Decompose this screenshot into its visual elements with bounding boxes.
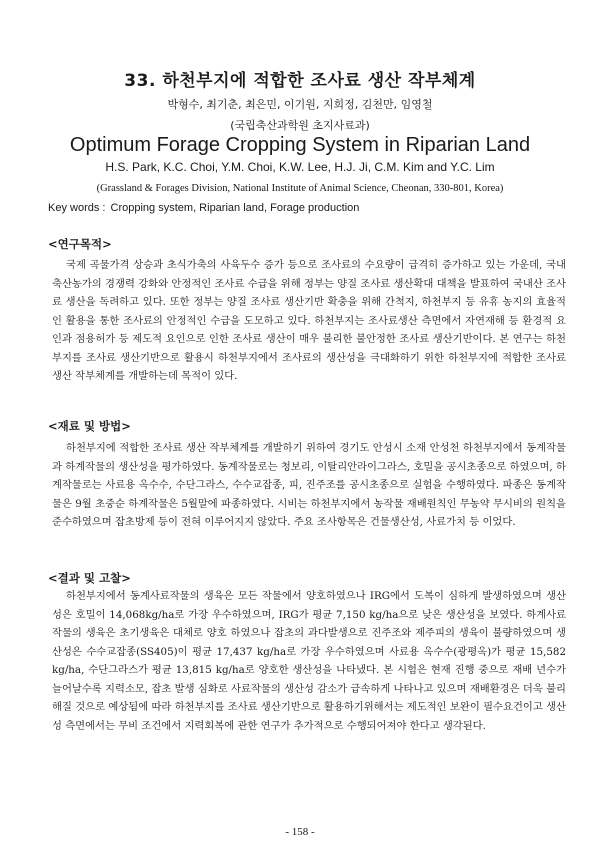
keywords-text: Cropping system, Riparian land, Forage production <box>110 202 360 214</box>
results-paragraph: 하천부지에서 동계사료작물의 생육은 모든 작물에서 양호하였으나 IRG에서 도복이 심하게 발생하였으며 생산성은 호밀이 14,068kg/ha로 가장 우수하였으며, IRG가 평균 7,150 kg/ha으로 낮은 생산성을 보였다. 하계사료작물의 생육은 초기생육은 대체로 양호 하였으나 잡초의 과다발생으로 진주조와 제주피의 생육이 불량하였으며 생산성은 수수교잡종(SS405)이 평균 17,437 kg/ha로 가장 우수하였으며 사료용 옥수수(광평옥)가 평균 15,582 kg/ha, 수단그라스가 평균 13,815 kg/ha로 양호한 생산성을 나타냈다. 본 시험은 현재 진행 중으로 재배 년수가 늘어날수록 지력소모, 잡초 발생 심화로 사료작물의 생산성 감소가 급속하게 나타나고 있으며 재배환경은 더욱 불리해질 것으로 예상됨에 따라 하천부지를 조사료 생산기반으로 활용하기위해서는 제도적인 보완이 필수요건이고 생산성 측면에서는 무비 조건에서 지력회복에 관한 연구가 추가적으로 수행되어져야 한다고 생각된다. <box>52 590 566 732</box>
keywords-label: Key words : <box>48 202 106 214</box>
korean-title: 33. 하천부지에 적합한 조사료 생산 작부체계 <box>124 71 476 91</box>
results-heading: <결과 및 고찰> <box>48 571 131 585</box>
english-authors: H.S. Park, K.C. Choi, Y.M. Choi, K.W. Lee, H.J. Ji, C.M. Kim and Y.C. Lim <box>105 160 495 174</box>
keywords <box>48 202 359 214</box>
methods-heading: <재료 및 방법> <box>48 419 131 433</box>
english-title: Optimum Forage Cropping System in Riparian Land <box>69 134 531 156</box>
page-number: - 158 - <box>285 826 315 838</box>
purpose-heading: <연구목적> <box>48 237 112 251</box>
methods-paragraph: 하천부지에 적합한 조사료 생산 작부체계를 개발하기 위하여 경기도 안성시 소재 안성천 하천부지에서 동계작물과 하계작물의 생산성을 평가하였다. 동계작물로는 청보리, 이탈리안라이그라스, 호밀을 공시초종으로 하였으며, 하계작물로는 사료용 옥수수, 수단그라스, 수수교잡종, 피, 진주조를 공시초종으로 실험을 수행하였다. 파종은 동계작물은 9월 초중순 하계작물은 5월말에 파종하였다. 시비는 하천부지에서 농작물 재배원칙인 무농약 무시비의 원칙을 준수하였으며 잡초방제 등이 전혀 이루어지지 않았다. 주요 조사항목은 건물생산성, 사료가치 등 이었다. <box>52 442 566 528</box>
purpose-paragraph: 국제 곡물가격 상승과 초식가축의 사육두수 증가 등으로 조사료의 수요량이 급격히 증가하고 있는 가운데, 국내 축산농가의 경쟁력 강화와 안정적인 조사료 수급을 위해 정부는 양질 조사료 생산확대 대책을 발표하여 국내산 조사료 생산을 독려하고 있다. 또한 정부는 양질 조사료 생산기반 확충을 위해 간척지, 하천부지 등 유휴 농지의 효율적인 활용을 통한 조사료의 안정적인 수급을 도모하고 있다. 하천부지는 조사료생산 측면에서 자연재해 등 환경적 요인과 점용허가 등 제도적 요인으로 인한 조사료 생산이 매우 불리한 불안정한 조사료 생산기반이다. 본 연구는 하천부지를 조사료 생산기반으로 활용시 하천부지에서 조사료의 생산성을 극대화하기 위한 하천부지에 적합한 조사료 생산 작부체계를 개발하는데 목적이 있다. <box>52 259 566 382</box>
korean-authors: 박형수, 최기춘, 최은민, 이기원, 지희정, 김천만, 임영철 <box>167 98 433 111</box>
korean-affiliation: (국립축산과학원 초지사료과) <box>230 119 370 132</box>
english-affiliation: (Grassland & Forages Division, National Institute of Animal Science, Cheonan, 330-801, Korea) <box>96 183 504 194</box>
